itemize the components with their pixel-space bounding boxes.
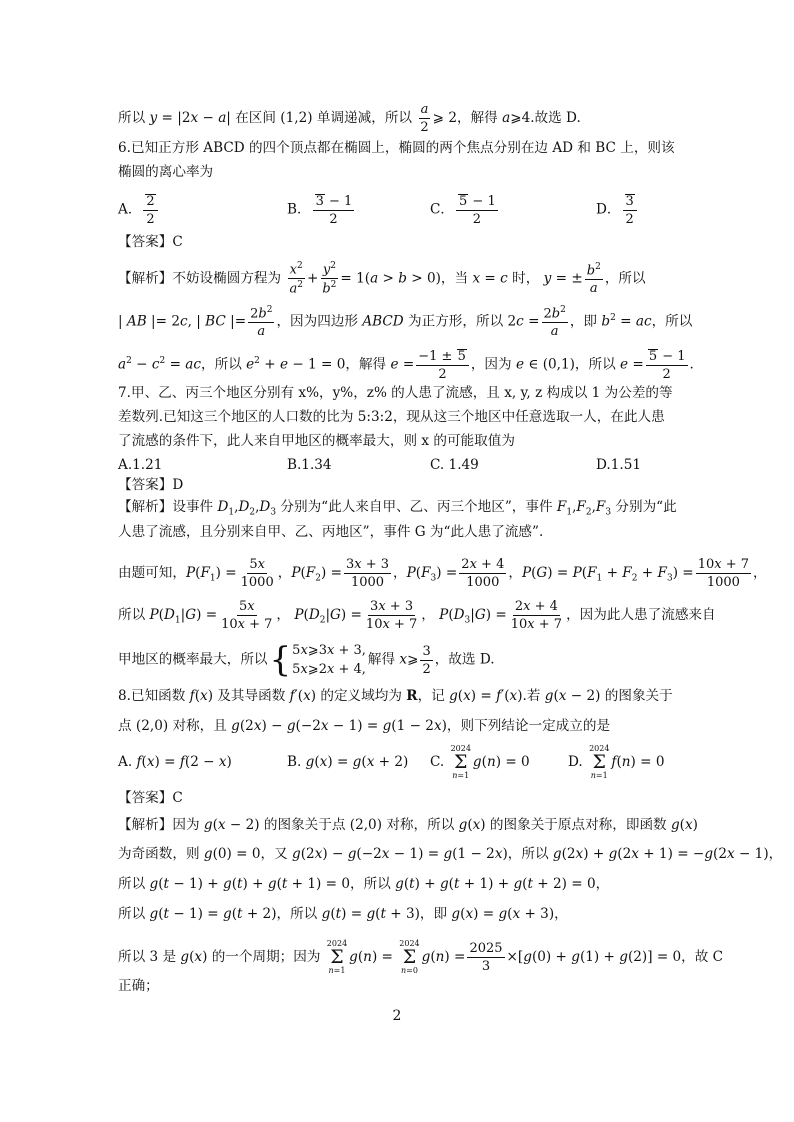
q6-choice-d[interactable]: D． $\frac{3}{2}$ — [596, 194, 639, 226]
q8-choice-b[interactable]: B. g(x) = g(x + 2) — [287, 754, 409, 770]
q8-solution-line1: 【解析】因为 g(x − 2) 的图象关于点 (2,0) 对称，所以 g(x) 的图象关于原点对称，即函数 g(x) — [118, 817, 698, 833]
q7-solution-line4: 所以 $P(D_1|G)$ = $\frac{5x}{10x + 7}$ ， $P(D_2|G)$ = $\frac{3x + 3}{10x + 7}$ ， $P(D_3|G)$ = $\frac{2x + 4}{10x + 7}$ ，因为此人患了流感来自 — [118, 599, 716, 632]
q7-solution-line1: 【解析】设事件 $D_1,D_2,D_3$ 分别为“此人来自甲、乙、丙三个地区”，事件 $F_1,F_2,F_3$ 分别为“此 — [118, 499, 677, 518]
q7-choice-c[interactable]: C. 1.49 — [430, 457, 479, 473]
q7-choice-a[interactable]: A.1.21 — [118, 457, 163, 473]
q7-choice-d[interactable]: D.1.51 — [596, 457, 642, 473]
q8-solution-line4: 所以 g(t − 1) = g(t + 2)，所以 g(t) = g(t + 3)，即 g(x) = g(x + 3)， — [118, 906, 568, 922]
q6-choice-b[interactable]: B． $\frac{3 - 1}{2}$ — [287, 194, 353, 227]
q7-stem-line1: 7.甲、乙、丙三个地区分别有 x%，y%，z% 的人患了流感，且 x, y, z 构成以 1 为公差的等 — [118, 385, 673, 401]
q8-solution-line5: 所以 3 是 g(x) 的一个周期；因为 2024 Σ n=1 g(n) = 2024 Σ n=0 g(n) = $\frac{2025}{3}$ ×[g(0) + g(1) + g(2)] = 0，故 C — [118, 939, 724, 975]
q8-solution-line6: 正确； — [118, 978, 159, 994]
page-number: 2 — [392, 1008, 402, 1024]
q8-solution-line2: 为奇函数，则 g(0) = 0，又 g(2x) − g(−2x − 1) = g(1 − 2x)，所以 g(2x) + g(2x + 1) = −g(2x − 1)， — [118, 846, 783, 862]
q7-stem-line2: 差数列.已知这三个地区的人口数的比为 5:3:2，现从这三个地区中任意选取一人，在此人患 — [118, 409, 665, 425]
q6-choice-a[interactable]: A． $\frac{2}{2}$ — [118, 194, 160, 226]
q8-choice-d[interactable]: D. 2024 Σ n=1 f(n) = 0 — [568, 744, 665, 780]
q6-answer: 【答案】C — [118, 234, 183, 250]
prev-solution-line: 所以 y = |2x − a| 在区间 (1,2) 单调递减，所以 $\frac{a}{2}$ ⩾ 2，解得 a⩾4.故选 D. — [118, 102, 581, 135]
q8-stem-line2: 点 (2,0) 对称，且 g(2x) − g(−2x − 1) = g(1 − 2x)，则下列结论一定成立的是 — [118, 718, 611, 734]
q6-stem-line1: 6.已知正方形 ABCD 的四个顶点都在椭圆上，椭圆的两个焦点分别在边 AD 和 BC 上，则该 — [118, 140, 675, 156]
q7-stem-line3: 了流感的条件下，此人来自甲地区的概率最大，则 x 的可能取值为 — [118, 433, 515, 449]
q8-stem-line1: 8.已知函数 f(x) 及其导函数 f′(x) 的定义域均为 R，记 g(x) = f′(x).若 g(x − 2) 的图象关于 — [118, 688, 673, 704]
q8-solution-line3: 所以 g(t − 1) + g(t) + g(t + 1) = 0，所以 g(t) + g(t + 1) + g(t + 2) = 0， — [118, 876, 610, 892]
q7-choice-b[interactable]: B.1.34 — [287, 457, 332, 473]
q6-solution-line2: | AB |= 2c, | BC |= $\frac{2b^2}{a}$ ，因为四边形 ABCD 为正方形，所以 2c = $\frac{2b^2}{a}$ ，即 $b^2$ = ac，所以 — [118, 305, 693, 340]
q6-stem-line2: 椭圆的离心率为 — [118, 164, 214, 180]
q7-solution-line3: 由题可知，$P(F_1)$ = $\frac{5x}{1000}$ ，$P(F_2)$ = $\frac{3x + 3}{1000}$ ，$P(F_3)$ = $\frac{2x + 4}{1000}$ ，$P(G) = P(F_1 + F_2 + F_3)$ = $\frac{10x + 7}{1000}$ ， — [118, 557, 767, 590]
q8-answer: 【答案】C — [118, 790, 183, 806]
q7-solution-line2: 人患了流感，且分别来自甲、乙、丙地区”，事件 G 为“此人患了流感”. — [118, 524, 544, 540]
q7-solution-line5: 甲地区的概率最大，所以 { 5x⩾3x + 3, 5x⩾2x + 4, 解得 x⩾ $\frac{3}{2}$ ，故选 D. — [118, 640, 495, 680]
q6-solution-line3: $a^2 - c^2$ = ac，所以 $e^2 + e - 1 = 0$，解得 e = $\frac{-1 \pm 5}{2}$ ，因为 e ∈ (0,1)，所以 e = $\frac{5 - 1}{2}$ . — [118, 349, 694, 382]
q6-choice-c[interactable]: C． $\frac{5 - 1}{2}$ — [430, 194, 496, 227]
q8-choice-a[interactable]: A. f(x) = f(2 − x) — [118, 754, 232, 770]
q6-solution-line1: 【解析】不妨设椭圆方程为 $\frac{x^2}{a^2}$ + $\frac{y^2}{b^2}$ = 1(a > b > 0)，当 x = c 时， y = ± $\frac{b^2}{a}$ ，所以 — [118, 261, 646, 297]
q7-answer: 【答案】D — [118, 477, 184, 493]
q8-choice-c[interactable]: C. 2024 Σ n=1 g(n) = 0 — [430, 744, 530, 780]
